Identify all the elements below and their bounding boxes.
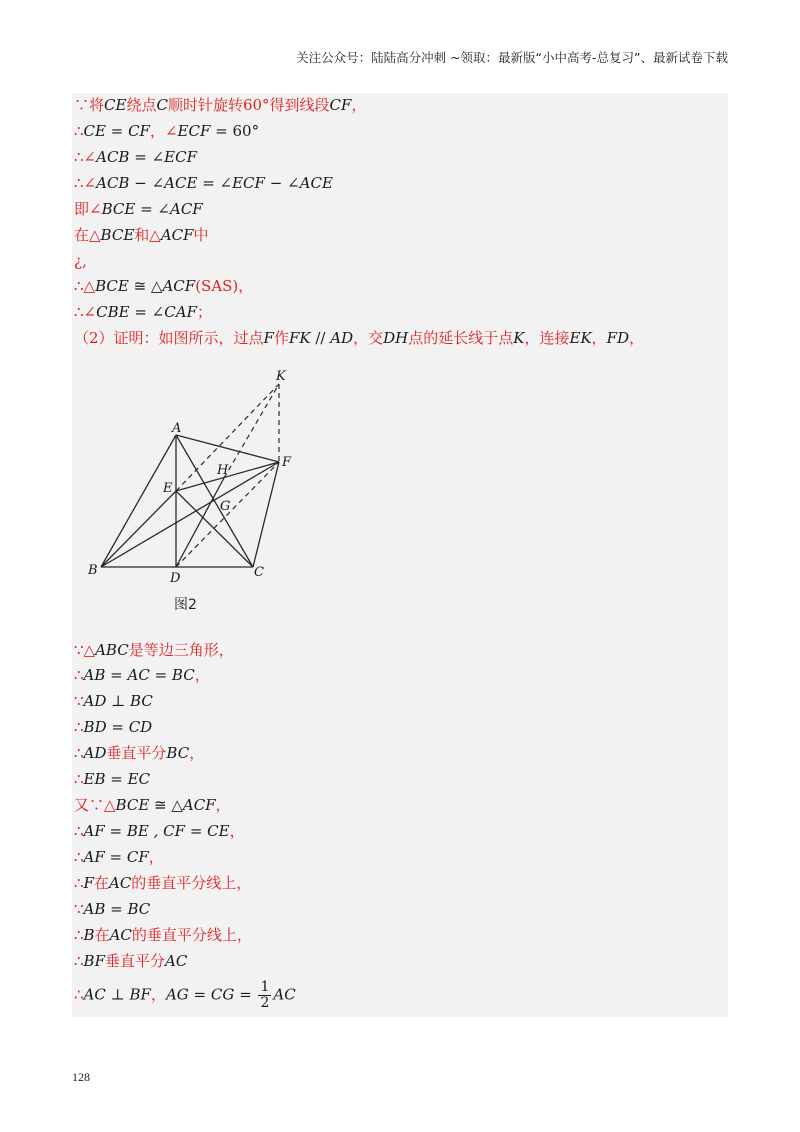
text-line: ∴F在AC的垂直平分线上， xyxy=(74,874,252,892)
text-line: ∵AB = BC xyxy=(74,900,151,918)
text-line: ∴AF = CF， xyxy=(74,848,164,866)
text-line: ∴B在AC的垂直平分线上， xyxy=(74,926,252,944)
text-line: 即∠BCE = ∠ACF xyxy=(74,200,203,218)
label-b: B xyxy=(88,563,98,578)
label-f: F xyxy=(282,455,292,470)
figure-caption: 图2 xyxy=(174,597,197,613)
label-d: D xyxy=(170,571,181,586)
segment-dh xyxy=(176,478,224,567)
segment-bf xyxy=(101,462,279,567)
segment-af xyxy=(176,435,279,462)
segment-ce xyxy=(176,491,253,567)
label-a: A xyxy=(172,421,182,436)
label-g: G xyxy=(220,499,231,514)
text-line: ∴BF垂直平分AC xyxy=(74,952,188,970)
text-line: ∴EB = EC xyxy=(74,770,151,788)
segment-cf xyxy=(253,462,279,567)
page-number: 128 xyxy=(72,1070,90,1084)
text-line: ∴AB = AC = BC， xyxy=(74,666,210,684)
text-line: ∴CE = CF，∠ECF = 60° xyxy=(74,122,260,140)
text-line: ∴∠ACB − ∠ACE = ∠ECF − ∠ACE xyxy=(74,174,333,192)
text-line: ∴∠ACB = ∠ECF xyxy=(74,148,197,166)
label-h: H xyxy=(217,463,229,478)
text-line: ∴∠CBE = ∠CAF； xyxy=(74,303,212,321)
text-line: ∵AD ⊥ BC xyxy=(74,692,153,710)
text-line: ∵△ABC是等边三角形， xyxy=(74,641,234,659)
text-line: ∴AF = BE , CF = CE， xyxy=(74,822,245,840)
label-k: K xyxy=(276,369,286,384)
text-line: ∴BD = CD xyxy=(74,718,153,736)
label-e: E xyxy=(163,481,173,496)
page-header: 关注公众号：陆陆高分冲刺 ~领取：最新版“小中高考-总复习”、最新试卷下载 xyxy=(296,50,728,65)
text-line: ¿, xyxy=(74,252,87,270)
text-line: 在△BCE和△ACF中 xyxy=(74,226,209,244)
text-line: ∴AD垂直平分BC， xyxy=(74,744,205,762)
text-line: ∴AC ⊥ BF，AG = CG = $\frac{1}{2}$ AC xyxy=(74,979,296,1011)
text-line: （2）证明：如图所示，过点F作FK // AD，交DH点的延长线于点K，连接EK，FD， xyxy=(74,329,645,347)
text-line: 又∵△BCE ≅ △ACF， xyxy=(74,796,231,814)
text-line: ∴△BCE ≅ △ACF(SAS)， xyxy=(74,277,254,295)
text-line: ∵将CE绕点C顺时针旋转60°得到线段CF， xyxy=(74,96,367,114)
label-c: C xyxy=(254,565,264,580)
geometry-figure xyxy=(80,360,320,620)
segment-ab xyxy=(101,435,176,567)
fraction-one-half: $\frac{1}{2}$ xyxy=(260,979,270,1011)
